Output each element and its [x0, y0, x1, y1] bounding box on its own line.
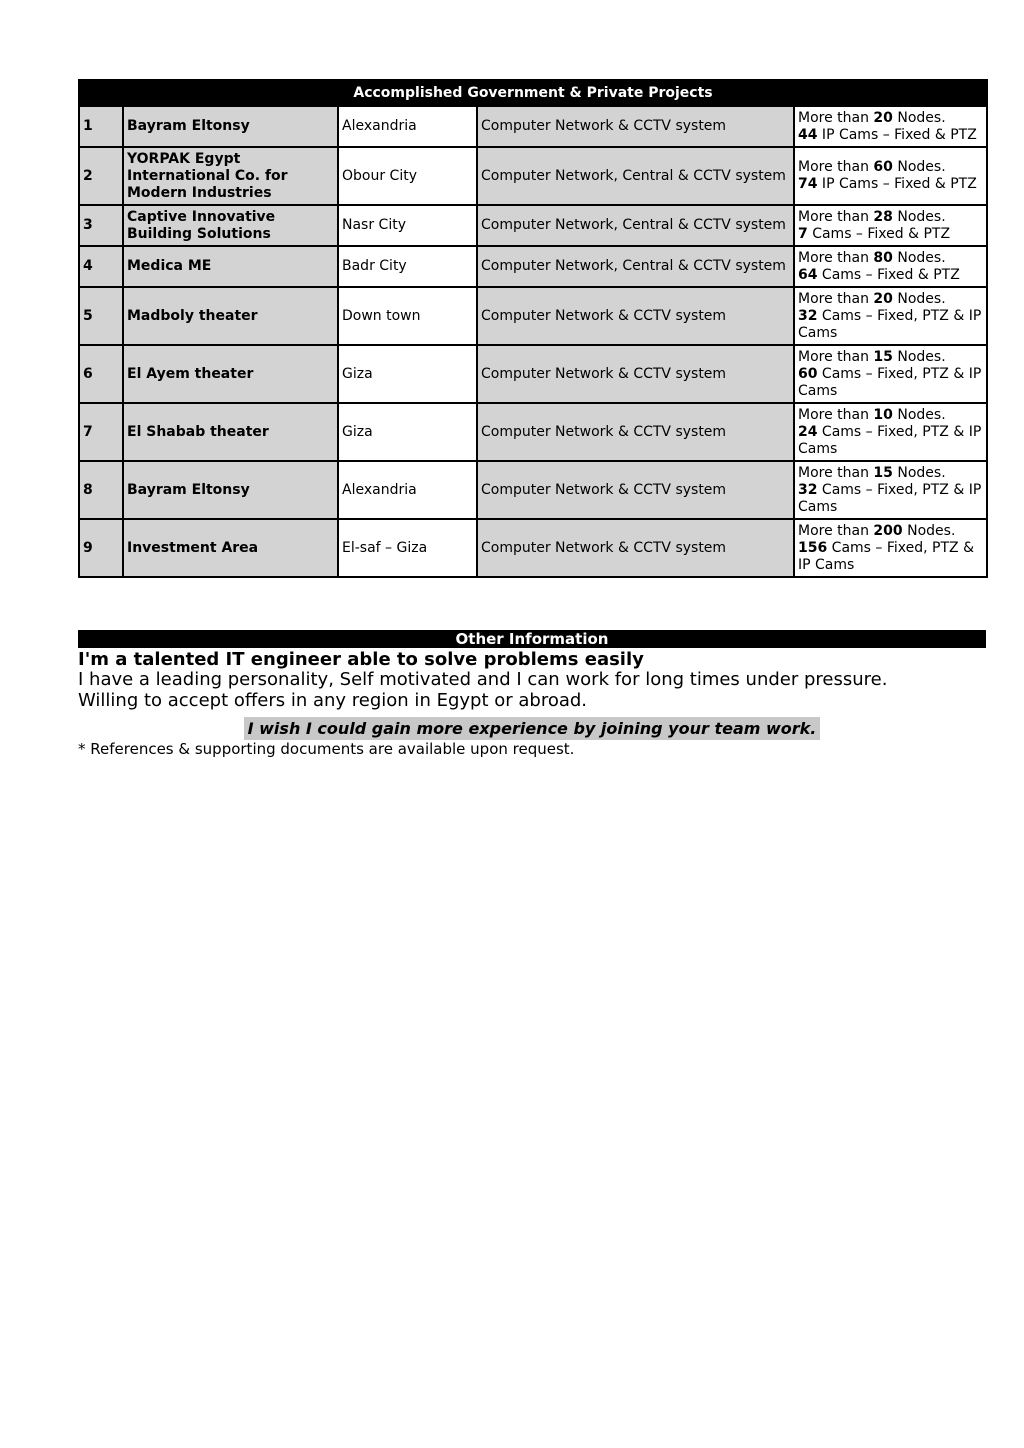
table-row [79, 205, 987, 246]
nodes-suffix: Nodes. [892, 406, 946, 423]
nodes-count: 20 [873, 109, 893, 126]
cams-count: 60 [798, 365, 818, 382]
row-number: 1 [79, 106, 123, 147]
cams-suffix: IP Cams – Fixed & PTZ [817, 126, 977, 143]
detail-prefix: More than [798, 109, 874, 126]
project-scope: Computer Network & CCTV system [477, 403, 794, 461]
nodes-suffix: Nodes. [892, 290, 946, 307]
project-location: Alexandria [338, 461, 477, 519]
nodes-count: 15 [873, 464, 893, 481]
nodes-suffix: Nodes. [902, 522, 956, 539]
nodes-count: 10 [873, 406, 893, 423]
cams-suffix: Cams – Fixed & PTZ [807, 225, 951, 242]
detail-prefix: More than [798, 159, 874, 175]
detail-prefix: More than [798, 290, 874, 307]
row-number: 8 [79, 461, 123, 519]
cams-suffix: Cams – Fixed, PTZ & IP Cams [798, 481, 982, 515]
detail-prefix: More than [798, 249, 874, 266]
client-name: YORPAK Egypt International Co. for Modern Industries [123, 147, 338, 205]
client-name: El Shabab theater [123, 403, 338, 461]
row-number: 7 [79, 403, 123, 461]
nodes-suffix: Nodes. [892, 159, 946, 175]
table-row [79, 147, 987, 205]
project-scope: Computer Network & CCTV system [477, 287, 794, 345]
detail-prefix: More than [798, 522, 874, 539]
project-location: Badr City [338, 246, 477, 287]
project-detail [794, 519, 987, 577]
cams-count: 64 [798, 266, 818, 283]
table-row [79, 287, 987, 345]
table-row [79, 345, 987, 403]
projects-body [79, 106, 987, 577]
client-name: Medica ME [123, 246, 338, 287]
client-name: Bayram Eltonsy [123, 461, 338, 519]
summary-headline: I'm a talented IT engineer able to solve problems easily [78, 649, 644, 670]
nodes-suffix: Nodes. [892, 464, 946, 481]
projects-table [78, 79, 988, 578]
nodes-suffix: Nodes. [892, 208, 946, 225]
other-info-title: Other Information [78, 630, 986, 648]
client-name: Bayram Eltonsy [123, 106, 338, 147]
cams-count: 44 [798, 126, 818, 143]
project-scope: Computer Network, Central & CCTV system [477, 246, 794, 287]
nodes-count: 80 [873, 249, 893, 266]
row-number: 4 [79, 246, 123, 287]
project-detail [794, 106, 987, 147]
project-location: Obour City [338, 147, 477, 205]
client-name: Investment Area [123, 519, 338, 577]
table-row [79, 461, 987, 519]
project-location: Down town [338, 287, 477, 345]
cams-count: 156 [798, 539, 828, 556]
cams-count: 32 [798, 307, 818, 324]
project-scope: Computer Network & CCTV system [477, 461, 794, 519]
project-detail [794, 461, 987, 519]
nodes-count: 200 [873, 522, 903, 539]
cams-suffix: Cams – Fixed, PTZ & IP Cams [798, 307, 982, 341]
summary-line-relocation: Willing to accept offers in any region in Egypt or abroad. [78, 690, 588, 711]
nodes-count: 20 [873, 290, 893, 307]
detail-prefix: More than [798, 208, 874, 225]
nodes-count: 60 [873, 159, 893, 175]
cams-count: 32 [798, 481, 818, 498]
row-number: 5 [79, 287, 123, 345]
project-location: Alexandria [338, 106, 477, 147]
cams-suffix: IP Cams – Fixed & PTZ [817, 176, 977, 192]
nodes-suffix: Nodes. [892, 249, 946, 266]
client-name: Captive Innovative Building Solutions [123, 205, 338, 246]
project-scope: Computer Network, Central & CCTV system [477, 205, 794, 246]
detail-prefix: More than [798, 406, 874, 423]
cams-suffix: Cams – Fixed & PTZ [817, 266, 960, 283]
detail-prefix: More than [798, 348, 874, 365]
nodes-count: 28 [873, 208, 893, 225]
project-location: Giza [338, 403, 477, 461]
project-scope: Computer Network & CCTV system [477, 345, 794, 403]
row-number: 6 [79, 345, 123, 403]
project-detail [794, 246, 987, 287]
client-name: Madboly theater [123, 287, 338, 345]
wish-statement: I wish I could gain more experience by joining your team work. [244, 717, 821, 740]
cams-suffix: Cams – Fixed, PTZ & IP Cams [798, 539, 975, 573]
project-location: El-saf – Giza [338, 519, 477, 577]
project-location: Giza [338, 345, 477, 403]
project-detail [794, 345, 987, 403]
projects-title: Accomplished Government & Private Projects [79, 80, 987, 106]
nodes-suffix: Nodes. [892, 348, 946, 365]
references-note: * References & supporting documents are available upon request. [78, 740, 575, 758]
detail-prefix: More than [798, 464, 874, 481]
table-row [79, 519, 987, 577]
project-detail [794, 205, 987, 246]
project-detail [794, 287, 987, 345]
nodes-count: 15 [873, 348, 893, 365]
row-number: 2 [79, 147, 123, 205]
table-row [79, 403, 987, 461]
cams-count: 24 [798, 423, 818, 440]
project-detail [794, 147, 987, 205]
summary-line-personality: I have a leading personality, Self motivated and I can work for long times under pressure. [78, 669, 888, 690]
row-number: 3 [79, 205, 123, 246]
nodes-suffix: Nodes. [892, 109, 946, 126]
wish-container [0, 717, 1024, 740]
project-scope: Computer Network & CCTV system [477, 106, 794, 147]
row-number: 9 [79, 519, 123, 577]
project-scope: Computer Network, Central & CCTV system [477, 147, 794, 205]
project-location: Nasr City [338, 205, 477, 246]
cams-suffix: Cams – Fixed, PTZ & IP Cams [798, 365, 982, 399]
cams-count: 74 [798, 176, 818, 192]
cams-suffix: Cams – Fixed, PTZ & IP Cams [798, 423, 982, 457]
table-row [79, 246, 987, 287]
cams-count: 7 [798, 225, 808, 242]
project-detail [794, 403, 987, 461]
table-row [79, 106, 987, 147]
project-scope: Computer Network & CCTV system [477, 519, 794, 577]
client-name: El Ayem theater [123, 345, 338, 403]
